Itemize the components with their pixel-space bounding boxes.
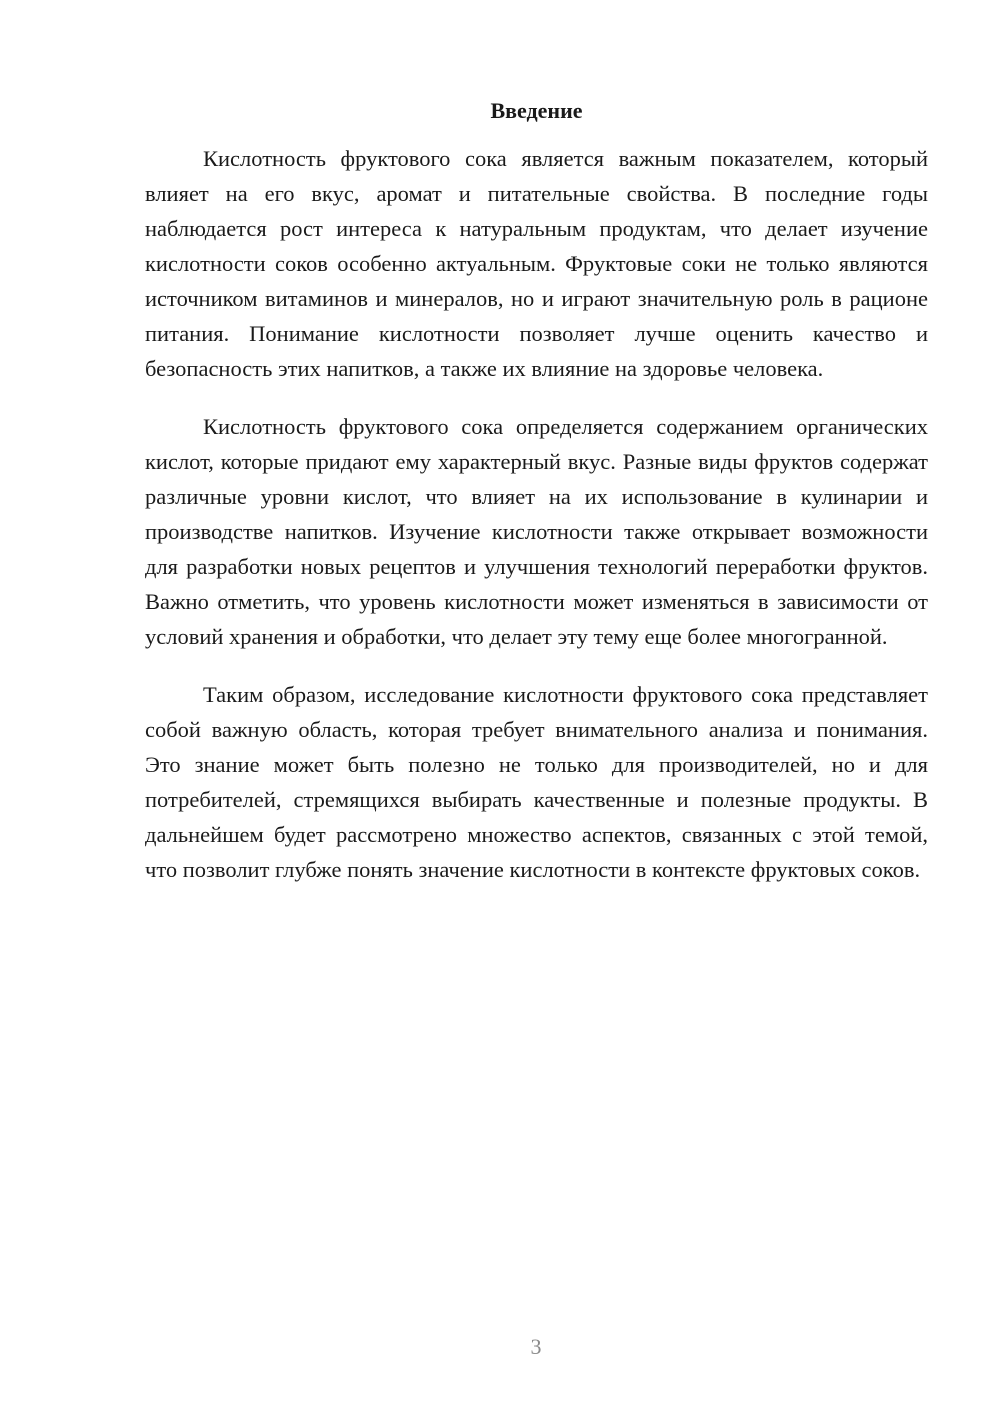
body-text xyxy=(145,141,928,910)
paragraph-2: Кислотность фруктового сока определяется содержанием органических кислот, которые придают ему характерный вкус. Разные виды фруктов содержат различные уровни кислот, что влияет на их использование в кулинарии и производстве напитков. Изучение кислотности также открывает возможности для разработки новых рецептов и улучшения технологий переработки фруктов. Важно отметить, что уровень кислотности может изменяться в зависимости от условий хранения и обработки, что делает эту тему еще более многогранной. xyxy=(145,414,928,649)
paragraph-1: Кислотность фруктового сока является важным показателем, который влияет на его вкус, аромат и питательные свойства. В последние годы наблюдается рост интереса к натуральным продуктам, что делает изучение кислотности соков особенно актуальным. Фруктовые соки не только являются источником витаминов и минералов, но и играют значительную роль в рационе питания. Понимание кислотности позволяет лучше оценить качество и безопасность этих напитков, а также их влияние на здоровье человека. xyxy=(145,146,928,381)
page-number: 3 xyxy=(530,1334,542,1359)
section-heading: Введение xyxy=(490,98,583,123)
paragraph-3: Таким образом, исследование кислотности фруктового сока представляет собой важную область, которая требует внимательного анализа и понимания. Это знание может быть полезно не только для производителей, но и для потребителей, стремящихся выбирать качественные и полезные продукты. В дальнейшем будет рассмотрено множество аспектов, связанных с этой темой, что позволит глубже понять значение кислотности в контексте фруктовых соков. xyxy=(145,682,928,882)
